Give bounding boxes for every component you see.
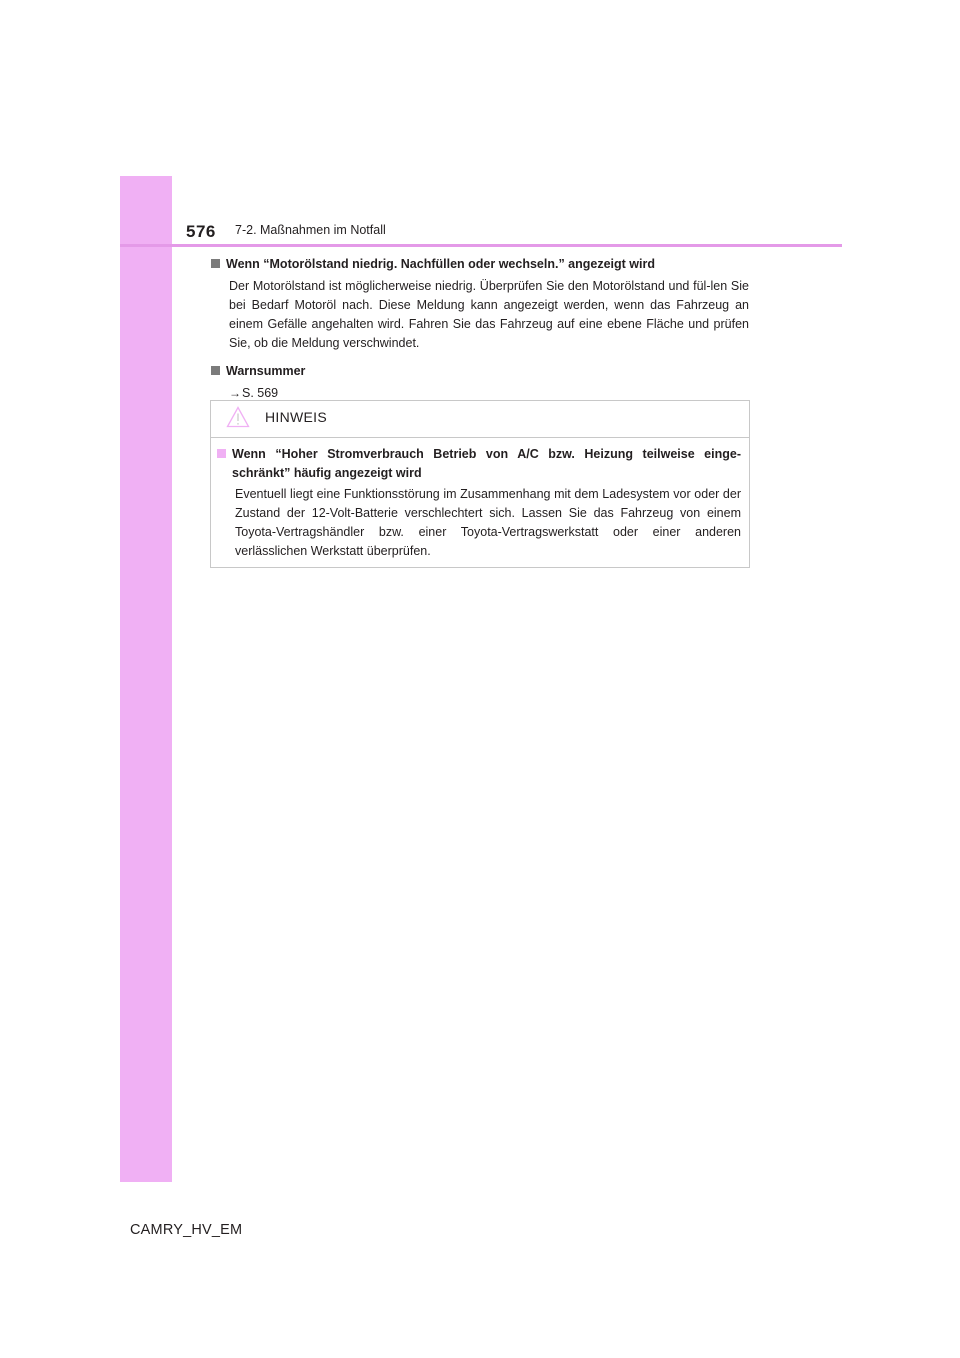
- sidebar-tab: [120, 176, 172, 1182]
- item-heading: [211, 362, 749, 381]
- notice-header: [211, 401, 749, 438]
- header-divider: [120, 244, 842, 247]
- notice-box: [210, 400, 750, 568]
- document-code: CAMRY_HV_EM: [130, 1222, 243, 1238]
- main-content: [211, 255, 749, 412]
- square-bullet-icon: [211, 259, 220, 268]
- notice-label: HINWEIS: [265, 409, 327, 425]
- notice-text: Eventuell liegt eine Funktionsstörung im Zusammenhang mit dem Ladesystem vor oder der Zustand der 12-Volt-Batterie verschlechtert sich. Lassen Sie das Fahrzeug von einem Toyota-Vertragshändler bzw. einer Toyota-Vertragswerkstatt oder einer anderen verlässlichen Werkstatt überprüfen.: [235, 487, 741, 558]
- item-heading: [211, 255, 749, 274]
- square-bullet-icon: [211, 366, 220, 375]
- page-number: 576: [186, 222, 216, 241]
- notice-body: [211, 438, 749, 561]
- square-bullet-icon: [217, 449, 226, 458]
- notice-heading: [217, 445, 741, 483]
- item-heading-text: Wenn “Motorölstand niedrig. Nachfüllen oder wechseln.” angezeigt wird: [226, 257, 655, 271]
- item-body: Der Motorölstand ist möglicherweise niedrig. Überprüfen Sie den Motorölstand und fül-len Sie bei Bedarf Motoröl nach. Diese Meldung kann angezeigt werden, wenn das Fahrzeug an einem Gefälle angehalten wird. Fahren Sie das Fahrzeug auf eine ebene Fläche und prüfen Sie, ob die Meldung verschwindet.: [229, 279, 749, 350]
- section-title: 7-2. Maßnahmen im Notfall: [235, 223, 386, 237]
- item-heading-text: Warnsummer: [226, 364, 306, 378]
- list-item: [211, 362, 749, 403]
- notice-heading-text: Wenn “Hoher Stromverbrauch Betrieb von A/C bzw. Heizung teilweise einge-schränkt” häufig angezeigt wird: [232, 447, 741, 480]
- warning-triangle-icon: [226, 406, 250, 428]
- page-reference-text: S. 569: [242, 386, 279, 400]
- list-item: [211, 255, 749, 353]
- arrow-right-icon: →: [229, 386, 241, 400]
